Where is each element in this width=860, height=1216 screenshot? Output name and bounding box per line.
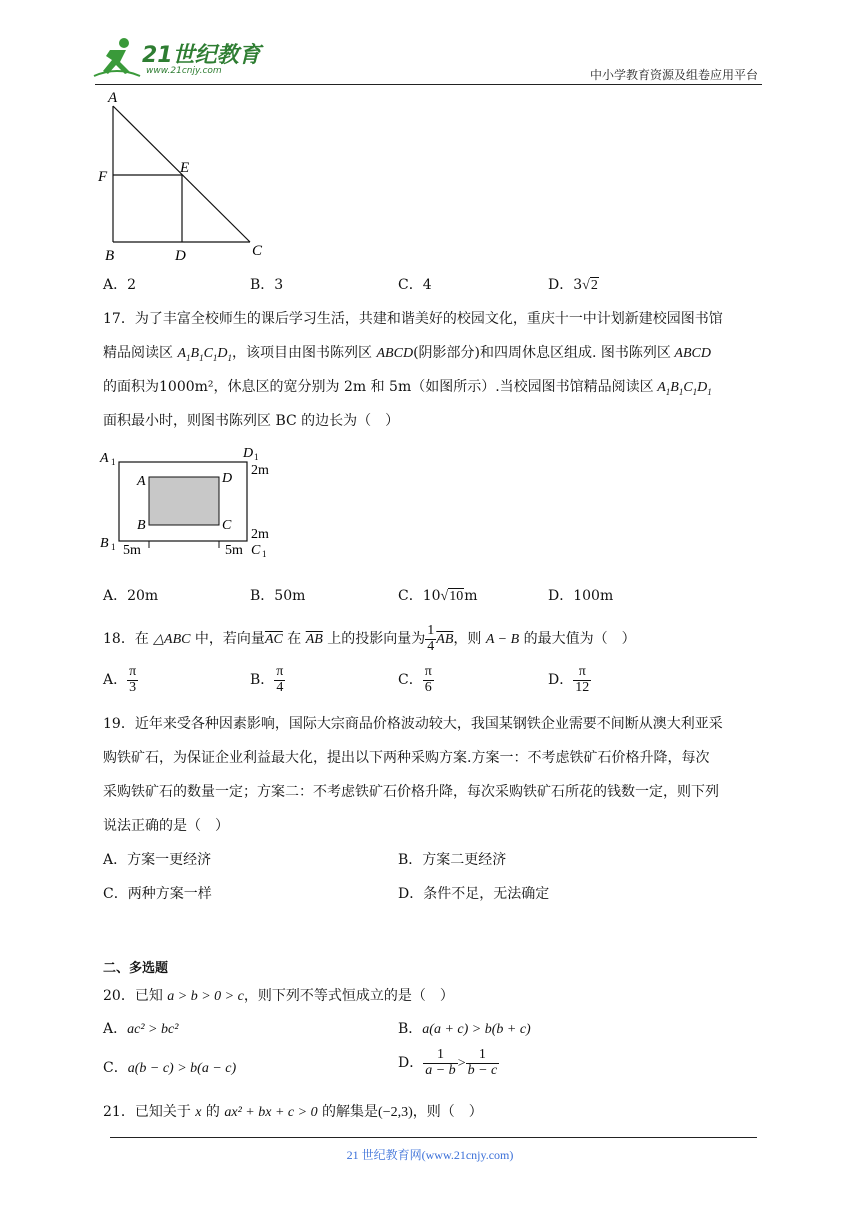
q18-prefix: 18．在 <box>103 631 154 648</box>
q18-mid1: 中，若向量 <box>190 631 265 648</box>
header-divider <box>95 84 762 85</box>
q17-rectangle-figure <box>97 440 287 562</box>
q19-line-3: 采购铁矿石的数量一定；方案二：不考虑铁矿石价格升降，每次采购铁矿石所花的钱数一定，则下列 <box>103 784 719 800</box>
section-title-multi-choice: 二、多选题 <box>103 961 169 976</box>
q17-option-d: D．100m <box>548 588 614 604</box>
q16-label-c: C <box>252 243 263 259</box>
q18-mid4: ，则 <box>453 631 486 648</box>
q17-label-a1-sub: 1 <box>111 457 116 467</box>
q17-line-1: 17．为了丰富全校师生的课后学习生活，共建和谐美好的校园文化，重庆十一中计划新建校园图书馆 <box>103 311 723 327</box>
q19-line-2: 购铁矿石，为保证企业利益最大化，提出以下两种采购方案.方案一：不考虑铁矿石价格升降，每次 <box>103 750 710 766</box>
q17-label-b1: B <box>100 536 109 551</box>
q16-option-d-prefix: D．3 <box>548 277 583 293</box>
q17-option-b: B．50m <box>250 588 306 604</box>
q19-option-c: C．两种方案一样 <box>103 886 212 902</box>
footer-link[interactable]: 21 世纪教育网(www.21cnjy.com) <box>346 1148 514 1162</box>
q16-triangle-figure <box>95 88 275 266</box>
q17-label-d1-sub: 1 <box>254 452 259 462</box>
q17-label-2m-top: 2m <box>251 463 269 478</box>
header-title: 中小学教育资源及组卷应用平台 <box>589 68 758 82</box>
q18-expr: A − B <box>485 632 520 648</box>
q17-label-d1: D <box>243 446 254 461</box>
q20-option-d: D． $\frac{1}{a - b}$ > $\frac{1}{b - c}$ <box>398 1047 498 1078</box>
q17-line-2: 精品阅读区 $A_1B_1C_1D_1$，该项目由图书陈列区 ABCD(阴影部分)和四周休息区组成. 图书陈列区 ABCD <box>103 345 711 363</box>
q17-label-b: B <box>137 518 146 533</box>
q17-label-c1-sub: 1 <box>262 549 267 559</box>
logo-text: 21世纪教育 <box>142 43 261 68</box>
q20-option-a: A．ac² > bc² <box>103 1021 179 1037</box>
q16-label-d: D <box>175 248 186 264</box>
q18-mid2: 在 <box>282 631 306 648</box>
q18-option-c: C． $\frac{\pi}{6}$ <box>398 664 432 695</box>
q16-label-b: B <box>105 248 115 264</box>
q17-option-c: C．10√10m <box>398 588 478 604</box>
q17-label-b1-sub: 1 <box>111 542 116 552</box>
q18-option-b: B． $\frac{\pi}{4}$ <box>250 664 284 695</box>
header-logo <box>92 36 262 80</box>
q19-option-b: B．方案二更经济 <box>398 852 507 868</box>
q17-line-3: 的面积为1000m²，休息区的宽分别为 2m 和 5m（如图所示）.当校园图书馆精品阅读区 $A_1B_1C_1D_1$ <box>103 379 712 397</box>
q21-inequality: ax² + bx + c > 0 <box>224 1105 318 1120</box>
q20-condition: a > b > 0 > c <box>167 989 244 1004</box>
q19-line-4: 说法正确的是（ ） <box>103 818 229 834</box>
q16-option-d: D．3√2 <box>548 277 598 293</box>
q20-option-c: C．a(b − c) > b(a − c) <box>103 1060 237 1076</box>
q17-label-c: C <box>222 518 232 533</box>
q17-line-3-text: 的面积为1000m²，休息区的宽分别为 2m 和 5m（如图所示）.当校园图书馆精品阅读区 <box>103 379 654 395</box>
q18-vec-ab: $\overline{AB}$ <box>305 632 323 648</box>
q17-label-2m-bottom: 2m <box>251 527 269 542</box>
q17-label-a1: A <box>100 451 109 466</box>
q19-option-a: A．方案一更经济 <box>103 852 212 868</box>
q17-label-c1: C <box>251 543 261 558</box>
q16-option-a: A．2 <box>103 277 137 293</box>
q16-option-c: C．4 <box>398 277 432 293</box>
q18-fraction: $\frac{1}{4}$ <box>427 623 435 654</box>
q17-label-5m-right: 5m <box>225 543 243 558</box>
q17-option-c-radicand: 10 <box>449 589 464 604</box>
q19-line-1: 19．近年来受各种因素影响，国际大宗商品价格波动较大，我国某钢铁企业需要不间断从澳大利亚采 <box>103 716 723 732</box>
q16-option-b: B．3 <box>250 277 284 293</box>
q17-line-4: 面积最小时，则图书陈列区 BC 的边长为（ ） <box>103 413 400 429</box>
q17-label-d: D <box>222 471 233 486</box>
q17-label-a: A <box>137 474 146 489</box>
q18-mid3: 上的投影向量为 <box>322 631 426 648</box>
q16-label-f: F <box>98 169 108 185</box>
q18-stem <box>103 624 636 654</box>
q16-label-e: E <box>180 160 190 176</box>
q18-option-d: D． $\frac{\pi}{12}$ <box>548 664 590 695</box>
q21-solution-set: (−2,3) <box>378 1105 413 1120</box>
q18-end: 的最大值为（ ） <box>519 631 636 648</box>
q17-label-5m-left: 5m <box>123 543 141 558</box>
q18-option-a: A． $\frac{\pi}{3}$ <box>103 664 137 695</box>
q20-stem: 20．已知 a > b > 0 > c，则下列不等式恒成立的是（ ） <box>103 988 454 1004</box>
q17-line-2-prefix: 精品阅读区 <box>103 345 178 361</box>
q17-line-2-mid: ，该项目由图书陈列区 <box>232 345 377 361</box>
q18-vec-ab-2: $\overline{AB}$ <box>436 632 454 648</box>
footer-divider <box>110 1137 757 1138</box>
q18-triangle: △ABC <box>153 632 191 648</box>
q16-label-a: A <box>108 90 118 106</box>
q17-line-2-rest: (阴影部分)和四周休息区组成. 图书陈列区 <box>413 345 671 361</box>
q17-option-a: A．20m <box>103 588 159 604</box>
q16-option-d-radicand: 2 <box>590 278 598 293</box>
q20-option-b: B．a(a + c) > b(b + c) <box>398 1021 531 1037</box>
q19-option-d: D．条件不足，无法确定 <box>398 886 550 902</box>
q17-option-c-unit: m <box>464 588 478 604</box>
logo-url: www.21cnjy.com <box>146 66 222 76</box>
q17-option-c-prefix: C．10 <box>398 588 441 604</box>
q18-vec-ac: $\overline{AC}$ <box>264 632 283 648</box>
runner-logo-icon <box>92 36 142 80</box>
q21-stem: 21．已知关于 x 的 ax² + bx + c > 0 的解集是(−2,3)，则（ ） <box>103 1104 483 1120</box>
